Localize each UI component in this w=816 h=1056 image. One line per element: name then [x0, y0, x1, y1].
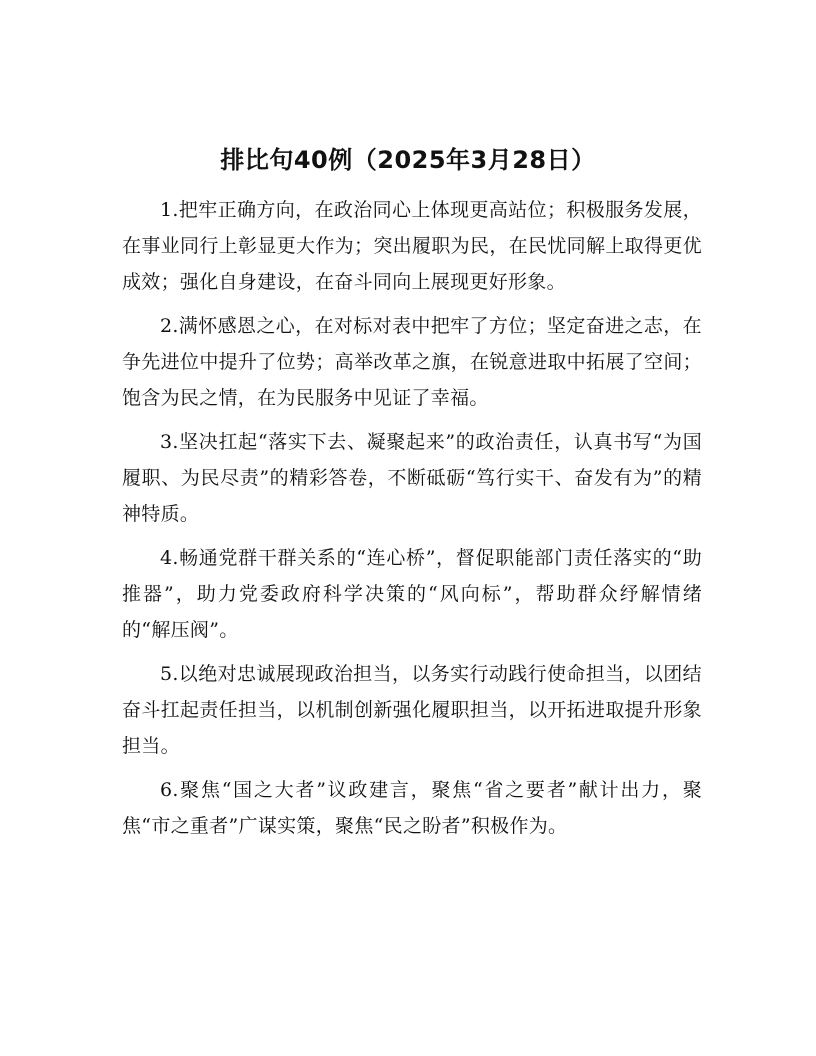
paragraph-4: 4.畅通党群干群关系的“连心桥”，督促职能部门责任落实的“助推器”，助力党委政府科学决策的“风向标”，帮助群众纾解情绪的“解压阀”。	[122, 547, 702, 641]
paragraph-1: 1.把牢正确方向，在政治同心上体现更高站位；积极服务发展，在事业同行上彰显更大作为；突出履职为民，在民忧同解上取得更优成效；强化自身建设，在奋斗同向上展现更好形象。	[122, 199, 702, 293]
paragraph-6: 6.聚焦“国之大者”议政建言，聚焦“省之要者”献计出力，聚焦“市之重者”广谋实策，聚焦“民之盼者”积极作为。	[122, 779, 702, 837]
paragraph-3: 3.坚决扛起“落实下去、凝聚起来”的政治责任，认真书写“为国履职、为民尽责”的精彩答卷，不断砥砺“笃行实干、奋发有为”的精神特质。	[122, 431, 702, 525]
document-title: 排比句40例（2025年3月28日）	[220, 146, 596, 174]
document-body	[122, 192, 702, 852]
paragraph-5: 5.以绝对忠诚展现政治担当，以务实行动践行使命担当，以团结奋斗扛起责任担当，以机制创新强化履职担当，以开拓进取提升形象担当。	[122, 663, 702, 757]
paragraph-2: 2.满怀感恩之心，在对标对表中把牢了方位；坚定奋进之志，在争先进位中提升了位势；高举改革之旗，在锐意进取中拓展了空间；饱含为民之情，在为民服务中见证了幸福。	[122, 315, 702, 409]
